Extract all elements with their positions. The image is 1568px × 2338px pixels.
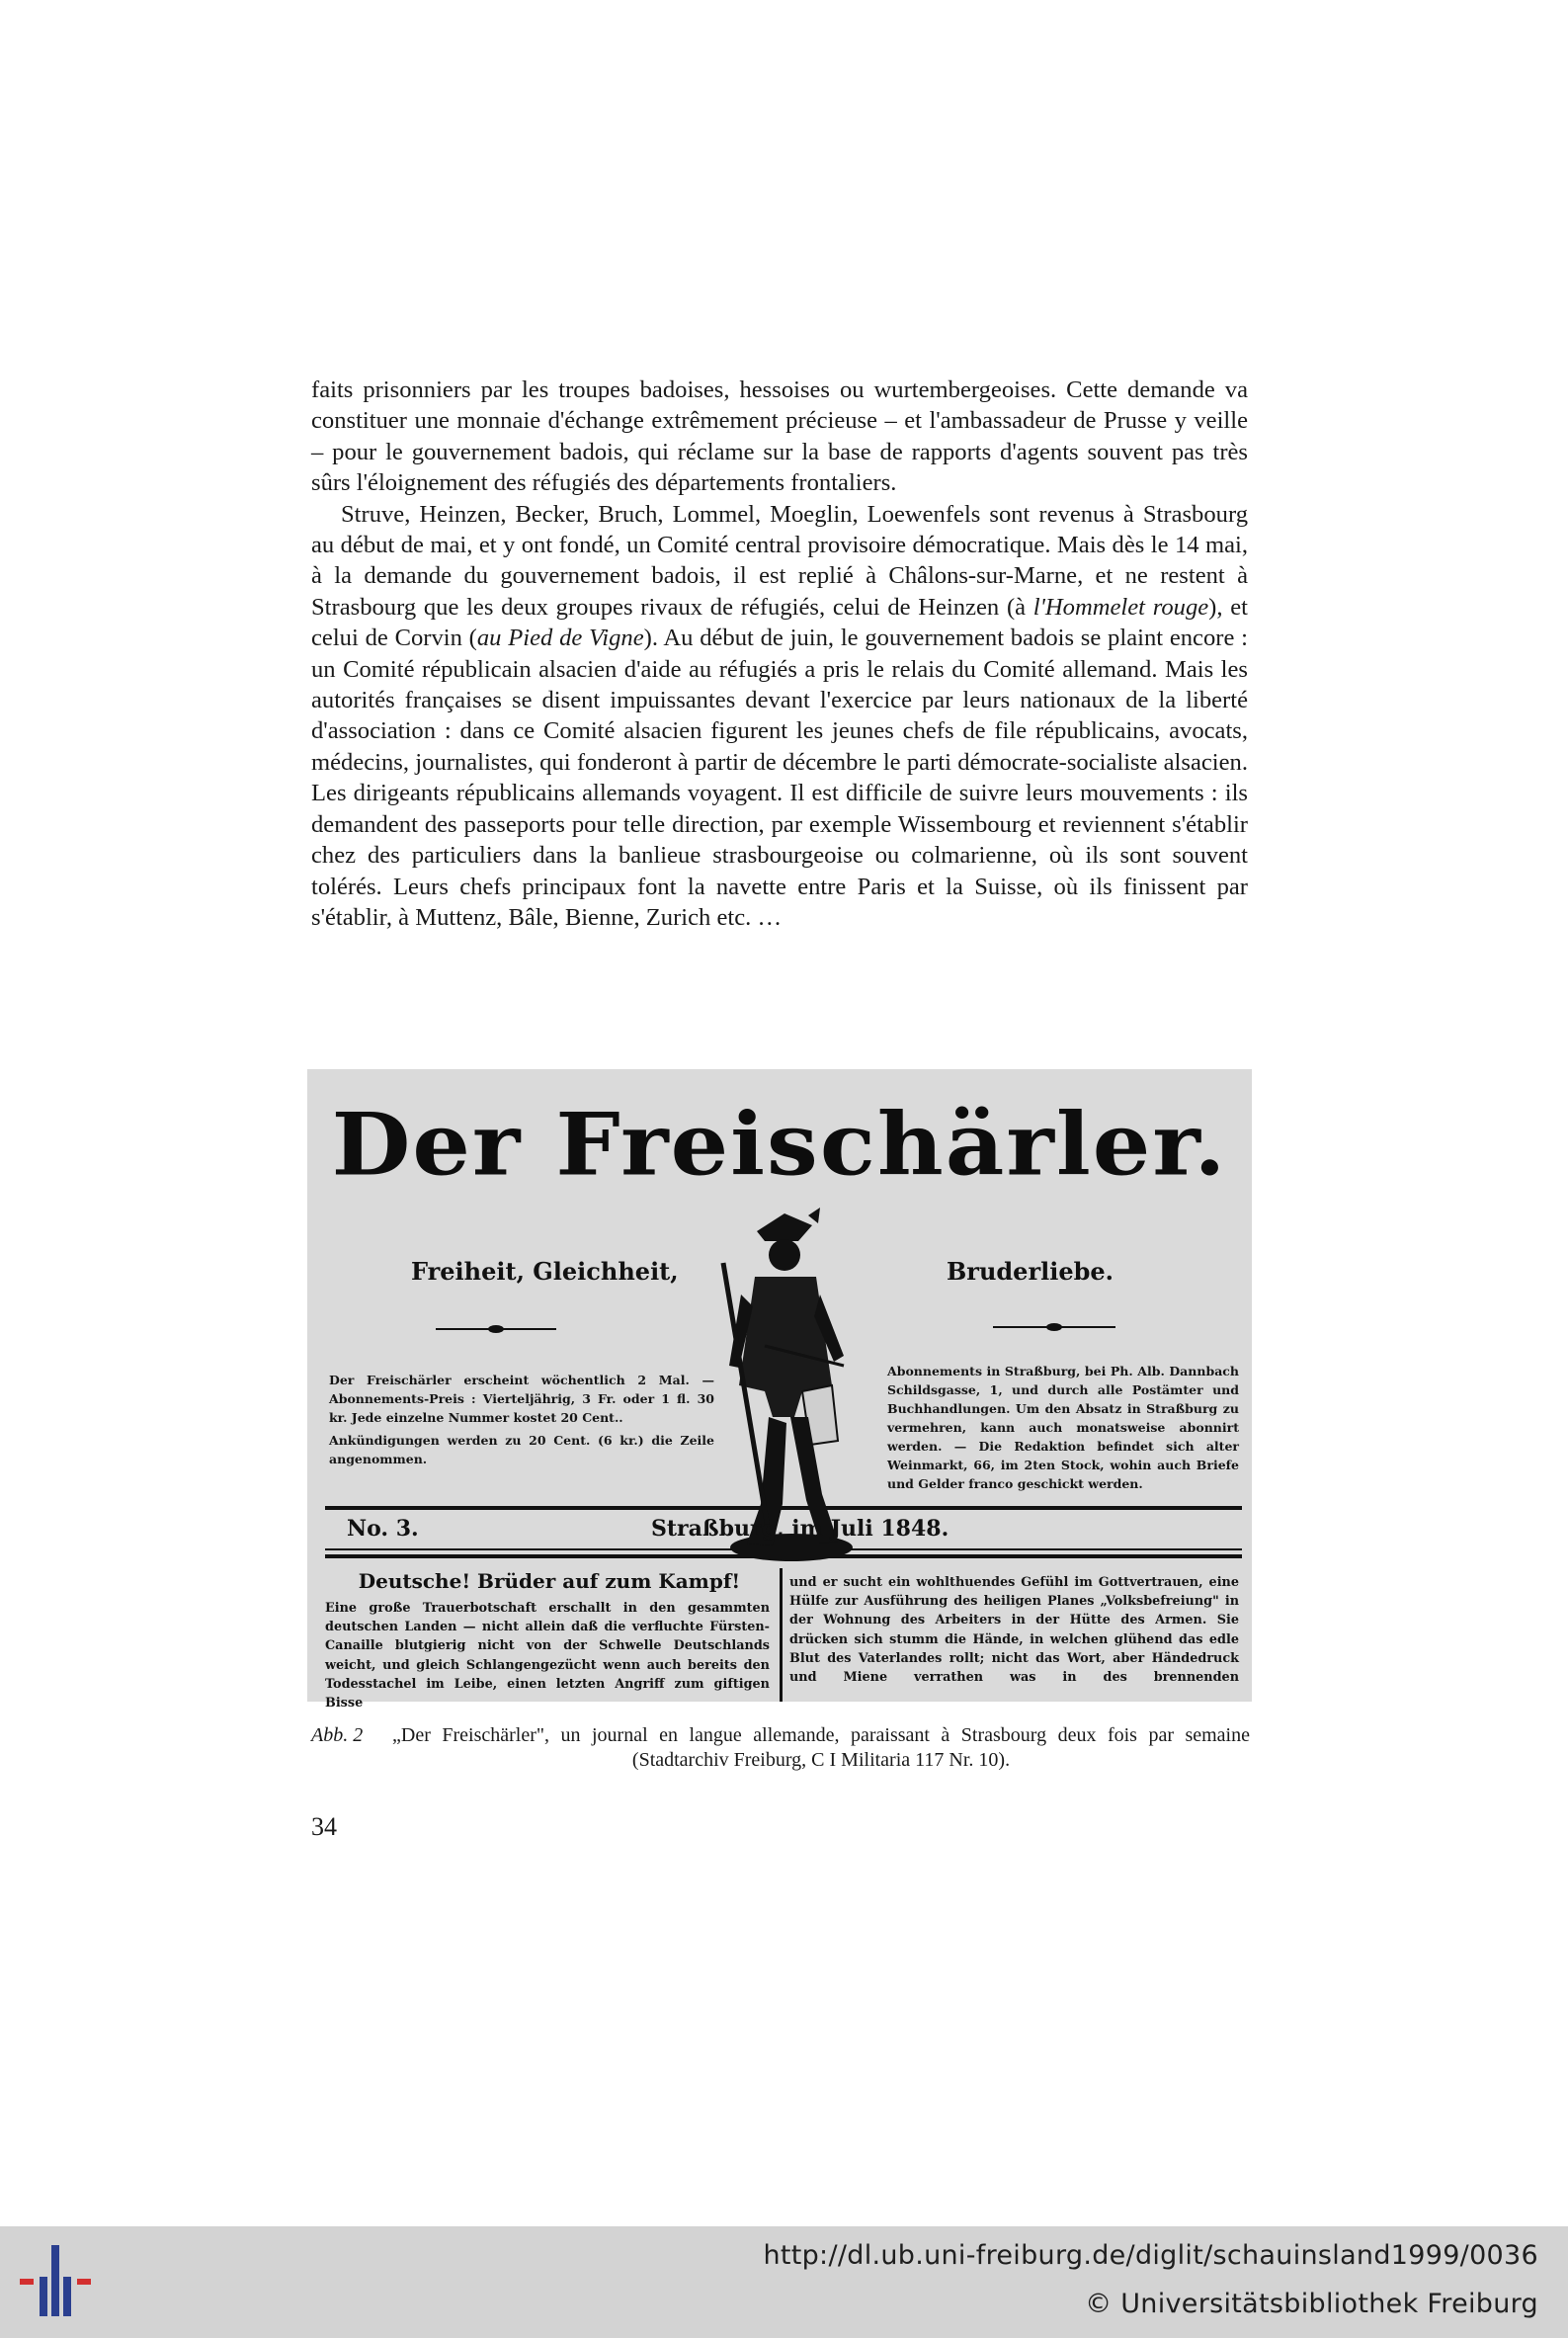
ornament-rule bbox=[993, 1326, 1115, 1328]
issue-place-date: Straßburg, im Juli 1848. bbox=[651, 1516, 949, 1542]
newspaper-motto-right: Bruderliebe. bbox=[947, 1257, 1114, 1286]
subscription-info-left: Der Freischärler erscheint wöchentlich 2 Mal. — Abonnements-Preis : Vierteljährig, 3 Fr. oder 1 fl. 30 kr. Jede einzelne Nummer kostet 20 Cent.. Ankündigungen werden zu 20 Cent. (6 kr.) die Zeile angenommen. bbox=[329, 1373, 714, 1466]
article-column-right: und er sucht ein wohlthuendes Gefühl im Gottvertrauen, eine Hülfe zur Ausführung des heiligen Planes „Volksbefreiung" in der Wohnung des Arbeiters in der Hütte des Armen. Sie drücken sich stumm die Hände, in welchen glühend das edle Blut des Vaterlandes rollt; nicht das Wort, aber Händedruck und Miene verrathen was in des brennenden bbox=[789, 1575, 1239, 1686]
footer-bar bbox=[0, 2226, 1568, 2338]
issue-rule-heavy bbox=[325, 1554, 1242, 1558]
article-headline: Deutsche! Brüder auf zum Kampf! bbox=[358, 1569, 741, 1593]
paragraph: faits prisonniers par les troupes badoises, hessoises ou wurtembergeoises. Cette demande va constituer une monnaie d'échange extrêmement précieuse – et l'ambassadeur de Prusse y veille – pour le gouvernement badois, qui réclame sur la base de rapports d'agents souvent pas très sûrs l'éloignement des réfugiés des départements frontaliers. bbox=[311, 376, 1248, 497]
newspaper-motto-left: Freiheit, Gleichheit, bbox=[411, 1257, 679, 1286]
ornament-rule bbox=[436, 1328, 556, 1330]
column-divider bbox=[780, 1568, 783, 1702]
italic-place-name: au Pied de Vigne bbox=[476, 625, 644, 652]
article-column-left: Eine große Trauerbotschaft erschallt in den gesammten deutschen Landen — nicht allein daß die verfluchte Fürsten-Canaille blutgierig nicht von der Schwelle Deutschlands weicht, und gleich Schlangengezücht wenn auch bereits den Todesstachel im Leibe, einen letzten Angriff zum giftigen Bisse bbox=[325, 1601, 770, 1712]
issue-number: No. 3. bbox=[347, 1516, 419, 1542]
newspaper-figure bbox=[307, 1069, 1252, 1712]
page-number: 34 bbox=[311, 1812, 337, 1841]
subscription-info-right: Abonnements in Straßburg, bei Ph. Alb. Dannbach Schildsgasse, 1, und durch alle Postämter und Buchhandlungen. Um den Absatz in Straßburg zu vermehren, kann auch monatsweise abonnirt werden. — Die Redaktion befindet sich alter Weinmarkt, 66, im 2ten Stock, wohin auch Briefe und Gelder franco geschickt werden. bbox=[887, 1364, 1239, 1491]
body-text bbox=[311, 375, 1248, 933]
permalink-url[interactable]: http://dl.ub.uni-freiburg.de/diglit/schauinsland1999/0036 bbox=[763, 2240, 1538, 2271]
copyright-notice: © Universitätsbibliothek Freiburg bbox=[1085, 2289, 1538, 2319]
caption-text: „Der Freischärler", un journal en langue allemande, paraissant à Strasbourg deux fois par semaine (Stadtarchiv Freiburg, C I Militaria 117 Nr. 10). bbox=[392, 1724, 1250, 1771]
italic-place-name: l'Hommelet rouge bbox=[1032, 593, 1209, 621]
newspaper-title: Der Freischärler. bbox=[331, 1093, 1228, 1196]
issue-rule bbox=[325, 1548, 1242, 1550]
masthead-rule bbox=[325, 1506, 1242, 1510]
paragraph: Struve, Heinzen, Becker, Bruch, Lommel, Moeglin, Loewenfels sont revenus à Strasbourg au début de mai, et y ont fondé, un Comité central provisoire démocratique. Mais dès le 14 mai, à la demande du gouvernement badois, il est replié à Châlons-sur-Marne, et ne restent à Strasbourg que les deux groupes rivaux de réfugiés, celui de Heinzen (à l'Hommelet rouge), et celui de Corvin (au Pied de Vigne). Au début de juin, le gouvernement badois se plaint encore : un Comité républicain alsacien d'aide au réfugiés a pris le relais du Comité allemand. Mais les autorités françaises se disent impuissantes devant l'exercice par leurs nationaux de la liberté d'association : dans ce Comité alsacien figurent les jeunes chefs de file républicains, avocats, médecins, journalistes, qui fonderont à partir de décembre le parti démocrate-socialiste alsacien. Les dirigeants républicains allemands voyagent. Il est difficile de suivre leurs mouvements : ils demandent des passeports pour telle direction, par exemple Wissembourg et reviennent s'établir chez des particuliers dans la banlieue strasbourgeoise ou colmarienne, où ils sont souvent tolérés. Leurs chefs principaux font la navette entre Paris et la Suisse, où ils finissent par s'établir, à Muttenz, Bâle, Bienne, Zurich etc. … bbox=[311, 500, 1248, 931]
caption-label: Abb. 2 bbox=[311, 1724, 364, 1746]
ub-freiburg-logo-icon bbox=[18, 2241, 97, 2320]
